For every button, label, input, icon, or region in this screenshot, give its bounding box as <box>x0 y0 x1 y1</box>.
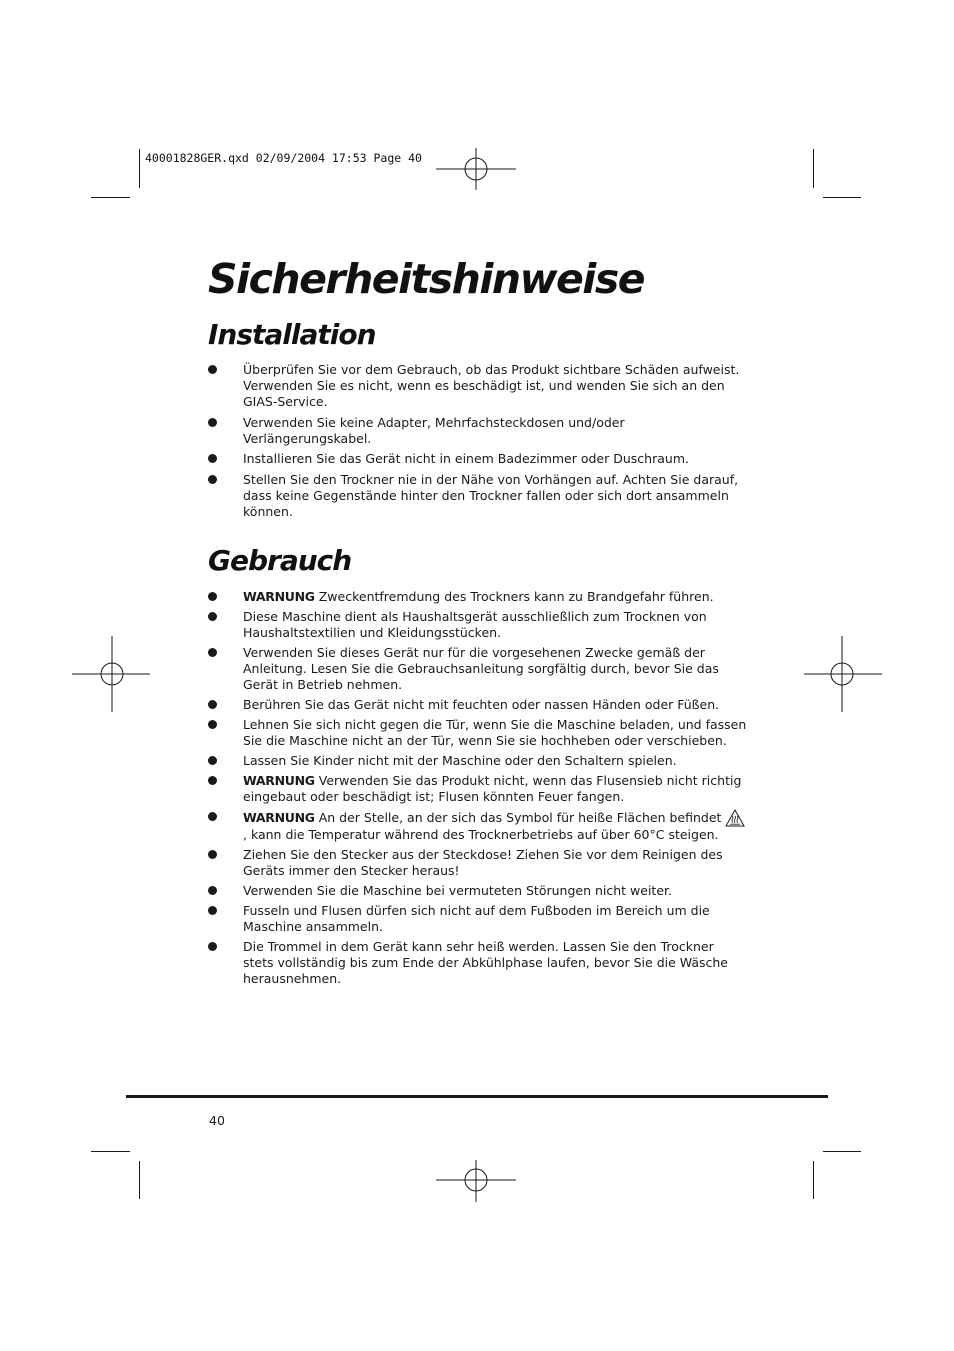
list-item-text: Stellen Sie den Trockner nie in der Nähe von Vorhängen auf. Achten Sie darauf, dass keine Gegenstände hinter den Trockner fallen oder sich dort ansammeln können. <box>243 471 739 519</box>
list-item <box>208 773 748 805</box>
list-item <box>208 939 748 987</box>
list-item-text: An der Stelle, an der sich das Symbol für heiße Flächen befindet <box>314 810 722 825</box>
section-heading-installation: Installation <box>208 318 376 351</box>
installation-list <box>208 362 748 524</box>
bullet-icon <box>208 648 217 657</box>
registration-mark-right-icon <box>802 634 882 714</box>
list-item <box>208 697 748 713</box>
bullet-icon <box>208 906 217 915</box>
registration-mark-bottom-icon <box>436 1140 516 1220</box>
printer-slug: 40001828GER.qxd 02/09/2004 17:53 Page 40 <box>145 151 422 165</box>
crop-mark-top-right-vertical <box>813 149 814 188</box>
bullet-icon <box>208 756 217 765</box>
list-item-text: Berühren Sie das Gerät nicht mit feuchten oder nassen Händen oder Füßen. <box>243 697 720 712</box>
crop-mark-top-left-horizontal <box>91 197 130 198</box>
list-item-text: Fusseln und Flusen dürfen sich nicht auf dem Fußboden im Bereich um die Maschine ansammeln. <box>243 903 710 934</box>
hot-surface-warning-icon <box>725 809 745 827</box>
gebrauch-list <box>208 589 748 991</box>
list-item <box>208 753 748 769</box>
bullet-icon <box>208 850 217 859</box>
crop-mark-bottom-right-horizontal <box>823 1151 861 1152</box>
page-title: Sicherheitshinweise <box>208 255 645 303</box>
list-item <box>208 472 748 520</box>
bullet-icon <box>208 612 217 621</box>
bullet-icon <box>208 886 217 895</box>
bullet-icon <box>208 365 217 374</box>
list-item-text: Die Trommel in dem Gerät kann sehr heiß werden. Lassen Sie den Trockner stets vollständig bis zum Ende der Abkühlphase laufen, bevor Sie die Wäsche herausnehmen. <box>243 939 728 986</box>
list-item-text: Lehnen Sie sich nicht gegen die Tür, wenn Sie die Maschine beladen, und fassen Sie die Maschine nicht an der Tür, wenn Sie sie hochheben oder verschieben. <box>243 717 747 748</box>
bullet-icon <box>208 812 217 821</box>
warning-label: WARNUNG <box>243 773 315 788</box>
list-item <box>208 903 748 935</box>
page-number: 40 <box>209 1113 225 1128</box>
list-item <box>208 589 748 605</box>
crop-mark-bottom-right-vertical <box>813 1161 814 1199</box>
list-item <box>208 415 748 447</box>
list-item <box>208 645 748 693</box>
list-item <box>208 451 748 467</box>
bullet-icon <box>208 592 217 601</box>
list-item-text: Ziehen Sie den Stecker aus der Steckdose! Ziehen Sie vor dem Reinigen des Geräts immer den Stecker heraus! <box>243 847 723 878</box>
crop-mark-top-left-vertical <box>139 149 140 188</box>
list-item-text: Verwenden Sie die Maschine bei vermuteten Störungen nicht weiter. <box>243 883 672 898</box>
section-heading-gebrauch: Gebrauch <box>208 544 352 577</box>
list-item-text: Verwenden Sie das Produkt nicht, wenn das Flusensieb nicht richtig eingebaut oder beschädigt ist; Flusen könnten Feuer fangen. <box>243 773 742 804</box>
registration-mark-left-icon <box>72 634 152 714</box>
list-item-text: Installieren Sie das Gerät nicht in einem Badezimmer oder Duschraum. <box>243 451 689 466</box>
list-item <box>208 362 748 410</box>
list-item <box>208 717 748 749</box>
list-item <box>208 847 748 879</box>
list-item <box>208 883 748 899</box>
bullet-icon <box>208 418 217 427</box>
registration-mark-top-icon <box>436 130 516 210</box>
bullet-icon <box>208 942 217 951</box>
bullet-icon <box>208 454 217 463</box>
crop-mark-top-right-horizontal <box>823 197 861 198</box>
list-item-text-continued: , kann die Temperatur während des Trocknerbetriebs auf über 60°C steigen. <box>243 827 719 842</box>
list-item-text: Verwenden Sie dieses Gerät nur für die vorgesehenen Zwecke gemäß der Anleitung. Lesen Sie die Gebrauchsanleitung sorgfältig durch, bevor Sie das Gerät in Betrieb nehmen. <box>243 645 719 692</box>
list-item-text: Verwenden Sie keine Adapter, Mehrfachsteckdosen und/oder Verlängerungskabel. <box>243 414 625 446</box>
list-item-text: Überprüfen Sie vor dem Gebrauch, ob das Produkt sichtbare Schäden aufweist. Verwenden Sie es nicht, wenn es beschädigt ist, und wenden Sie sich an den GIAS-Service. <box>243 362 740 409</box>
bullet-icon <box>208 720 217 729</box>
crop-mark-bottom-left-vertical <box>139 1161 140 1199</box>
bullet-icon <box>208 776 217 785</box>
warning-label: WARNUNG <box>243 810 315 825</box>
list-item <box>208 809 748 843</box>
list-item <box>208 609 748 641</box>
bullet-icon <box>208 475 217 484</box>
list-item-text: Diese Maschine dient als Haushaltsgerät ausschließlich zum Trocknen von Haushaltstextilien und Kleidungsstücken. <box>243 609 707 640</box>
list-item-text: Lassen Sie Kinder nicht mit der Maschine oder den Schaltern spielen. <box>243 753 677 768</box>
bullet-icon <box>208 700 217 709</box>
list-item-text: Zweckentfremdung des Trockners kann zu Brandgefahr führen. <box>314 589 714 604</box>
warning-label: WARNUNG <box>243 589 315 604</box>
crop-mark-bottom-left-horizontal <box>91 1151 130 1152</box>
footer-rule <box>126 1095 828 1098</box>
